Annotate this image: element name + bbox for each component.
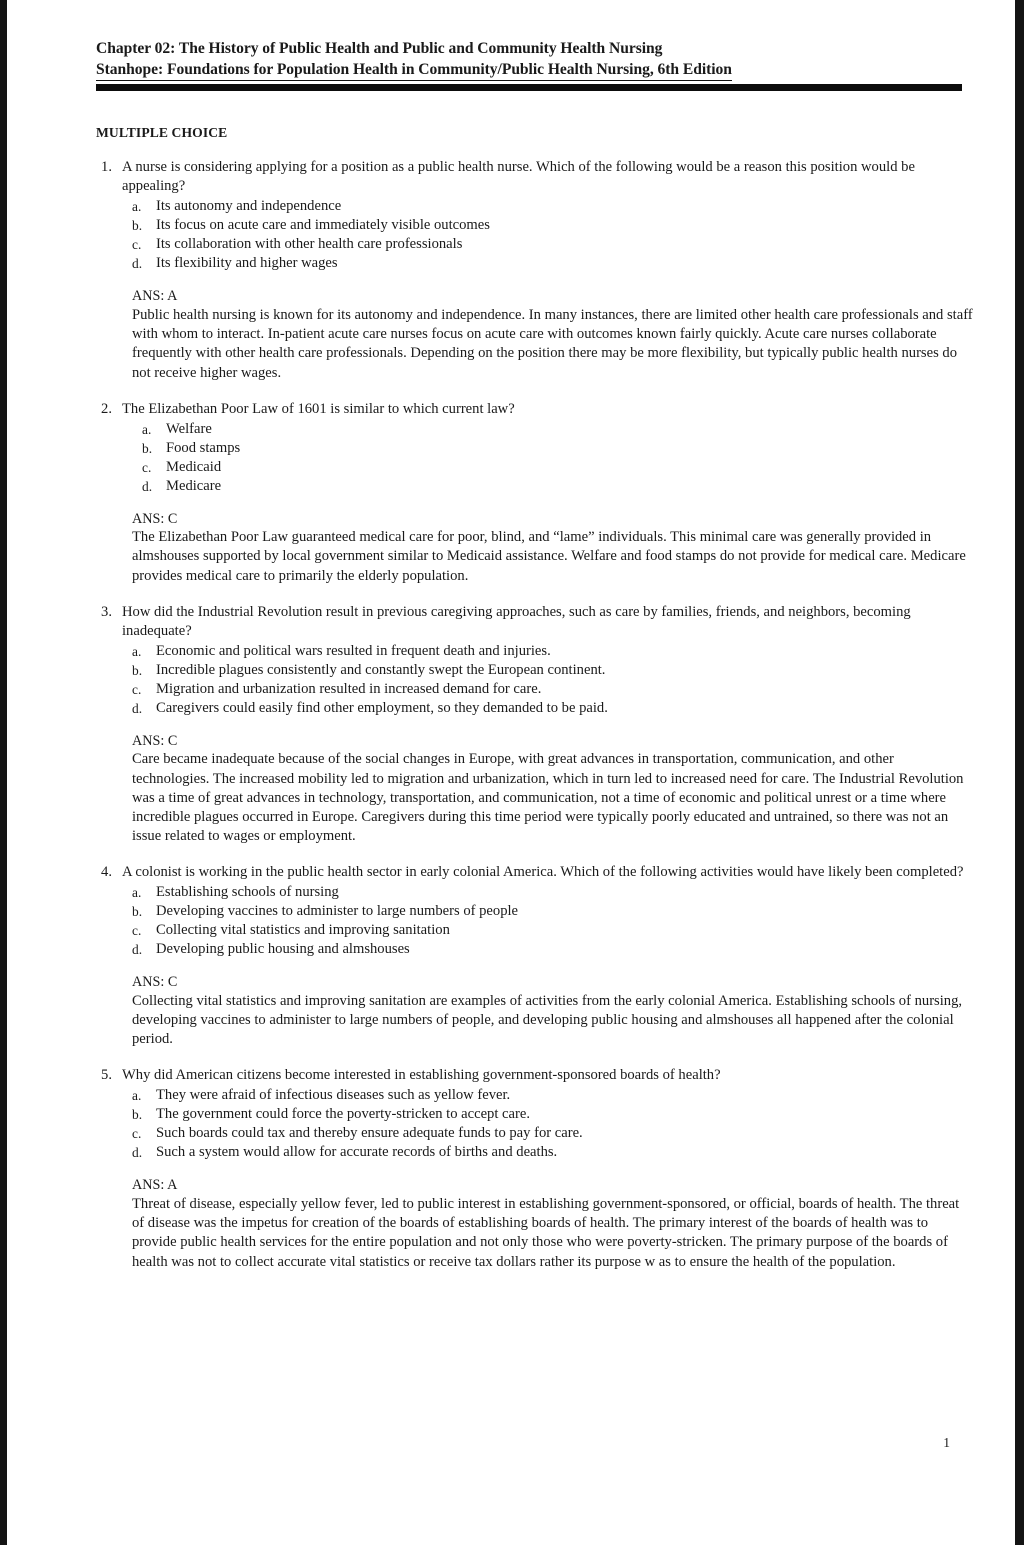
question-number: 2. <box>101 400 112 417</box>
option-letter: c. <box>132 1126 142 1142</box>
option-text: Incredible plagues consistently and constantly swept the European continent. <box>156 661 606 678</box>
question-text: The Elizabethan Poor Law of 1601 is similar to which current law? <box>122 400 515 417</box>
answer-block <box>96 973 974 1049</box>
option-text: They were afraid of infectious diseases such as yellow fever. <box>156 1087 511 1104</box>
option-text: Establishing schools of nursing <box>156 884 339 901</box>
option-item[interactable] <box>132 254 974 273</box>
option-letter: c. <box>132 923 142 939</box>
option-list <box>96 642 974 718</box>
question-stem-row <box>96 863 974 882</box>
option-item[interactable] <box>142 420 974 439</box>
option-letter: b. <box>142 440 153 456</box>
answer-rationale: Threat of disease, especially yellow fever, led to public interest in establishing government-sponsored, or official, boards of health. The threat of disease was the impetus for creation of the boards of establishing boards of health. The primary interest of the boards of health was to provide public health services for the entire population and not only those who were poverty-stricken. The primary purpose of the boards of health was not to collect accurate vital statistics or receive tax dollars rather its purpose w as to ensure the health of the population. <box>132 1196 960 1270</box>
answer-rationale: Public health nursing is known for its autonomy and independence. In many instances, there are limited other health care professionals and staff with whom to interact. In-patient acute care nurses focus on acute care with outcomes known fairly quickly. Acute care nurses collaborate frequently with other health care professionals. Depending on the position there may be more flexibility, but typically public health nurses do not receive higher wages. <box>132 306 973 381</box>
option-item[interactable] <box>132 883 974 902</box>
scan-edge-right <box>1015 0 1024 1545</box>
question-item <box>96 158 974 382</box>
option-item[interactable] <box>132 921 974 940</box>
option-item[interactable] <box>142 458 974 477</box>
answer-block <box>96 1176 974 1271</box>
question-text: Why did American citizens become interested in establishing government-sponsored boards of health? <box>122 1067 721 1084</box>
option-text: Its focus on acute care and immediately visible outcomes <box>156 217 490 234</box>
header-chapter-title: Chapter 02: The History of Public Health and Public and Community Health Nursing <box>96 40 663 57</box>
option-list <box>96 1086 974 1162</box>
answer-rationale: Collecting vital statistics and improving sanitation are examples of activities from the early colonial America. Establishing schools of nursing, developing vaccines to administer to large numbers of people, and developing public housing and almshouses all happened after the colonial period. <box>132 992 963 1048</box>
question-stem-row <box>96 603 974 641</box>
option-letter: b. <box>132 904 143 920</box>
question-number: 5. <box>101 1067 112 1084</box>
answer-label: ANS: C <box>132 510 178 527</box>
answer-rationale: Care became inadequate because of the social changes in Europe, with great advances in transportation, communication, and other technologies. The increased mobility led to migration and urbanization, which in turn led to increased need for care. The Industrial Revolution was a time of great advances in technology, transportation, and communication, not a time of economic and political unrest or a time where incredible plagues occurred in Europe. Caregivers during this time period were typically poorly educated and untrained, so there was not an issue related to wages or employment. <box>132 751 964 845</box>
question-item <box>96 1066 974 1271</box>
question-number: 1. <box>101 159 112 176</box>
option-letter: d. <box>132 1145 143 1161</box>
option-text: Its autonomy and independence <box>156 198 342 215</box>
option-item[interactable] <box>132 680 974 699</box>
option-letter: b. <box>132 662 143 678</box>
question-list <box>96 158 974 1271</box>
option-list <box>96 420 974 496</box>
option-letter: d. <box>132 700 143 716</box>
option-text: Such a system would allow for accurate records of births and deaths. <box>156 1144 558 1161</box>
option-item[interactable] <box>132 216 974 235</box>
option-text: Collecting vital statistics and improving sanitation <box>156 922 450 939</box>
document-header <box>96 38 974 81</box>
option-item[interactable] <box>132 661 974 680</box>
question-text: A nurse is considering applying for a position as a public health nurse. Which of the following would be a reason this position would be appealing? <box>122 159 915 195</box>
answer-label: ANS: A <box>132 288 178 305</box>
page-sheet <box>10 0 1012 1545</box>
section-title: MULTIPLE CHOICE <box>96 125 228 141</box>
question-stem-row <box>96 1066 974 1085</box>
option-letter: c. <box>142 459 152 475</box>
option-item[interactable] <box>132 197 974 216</box>
option-item[interactable] <box>132 1086 974 1105</box>
option-text: Welfare <box>166 420 212 437</box>
answer-label: ANS: C <box>132 974 178 991</box>
option-letter: d. <box>142 478 153 494</box>
option-letter: a. <box>142 421 152 437</box>
option-text: Migration and urbanization resulted in increased demand for care. <box>156 680 542 697</box>
option-letter: a. <box>132 199 142 215</box>
page-content <box>96 38 974 1289</box>
option-text: Such boards could tax and thereby ensure adequate funds to pay for care. <box>156 1125 583 1142</box>
option-item[interactable] <box>132 940 974 959</box>
question-stem-row <box>96 400 974 419</box>
answer-label: ANS: C <box>132 732 178 749</box>
option-letter: c. <box>132 237 142 253</box>
answer-block <box>96 287 974 382</box>
option-text: Food stamps <box>166 439 241 456</box>
question-text: How did the Industrial Revolution result in previous caregiving approaches, such as care by families, friends, and neighbors, becoming inadequate? <box>122 603 911 639</box>
option-list <box>96 197 974 273</box>
option-item[interactable] <box>132 902 974 921</box>
option-text: The government could force the poverty-stricken to accept care. <box>156 1106 530 1123</box>
option-letter: c. <box>132 681 142 697</box>
question-item <box>96 400 974 586</box>
option-text: Its collaboration with other health care professionals <box>156 236 463 253</box>
option-text: Developing public housing and almshouses <box>156 941 410 958</box>
option-text: Medicaid <box>166 458 222 475</box>
question-number: 4. <box>101 864 112 881</box>
option-letter: b. <box>132 1107 143 1123</box>
answer-block <box>96 510 974 586</box>
question-number: 3. <box>101 603 112 620</box>
header-book-title: Stanhope: Foundations for Population Health in Community/Public Health Nursing, 6th Edition <box>96 59 732 81</box>
page-number: 1 <box>943 1435 950 1450</box>
option-item[interactable] <box>132 642 974 661</box>
option-item[interactable] <box>142 477 974 496</box>
question-text: A colonist is working in the public health sector in early colonial America. Which of the following activities would have likely been completed? <box>122 864 964 881</box>
question-stem-row <box>96 158 974 196</box>
question-item <box>96 603 974 846</box>
option-item[interactable] <box>132 235 974 254</box>
option-text: Developing vaccines to administer to large numbers of people <box>156 903 519 920</box>
option-item[interactable] <box>132 1105 974 1124</box>
option-text: Medicare <box>166 477 222 494</box>
option-letter: b. <box>132 218 143 234</box>
option-item[interactable] <box>142 439 974 458</box>
scan-edge-left <box>0 0 7 1545</box>
answer-label: ANS: A <box>132 1177 178 1194</box>
option-text: Economic and political wars resulted in frequent death and injuries. <box>156 642 551 659</box>
option-item[interactable] <box>132 699 974 718</box>
option-item[interactable] <box>132 1143 974 1162</box>
option-letter: d. <box>132 942 143 958</box>
question-item <box>96 863 974 1049</box>
option-letter: d. <box>132 256 143 272</box>
scan-edge-inner-right <box>1012 0 1015 1545</box>
header-divider-rule <box>96 84 962 91</box>
option-list <box>96 883 974 959</box>
option-letter: a. <box>132 885 142 901</box>
option-letter: a. <box>132 1088 142 1104</box>
option-text: Its flexibility and higher wages <box>156 255 338 272</box>
option-letter: a. <box>132 643 142 659</box>
answer-block <box>96 732 974 847</box>
option-text: Caregivers could easily find other employment, so they demanded to be paid. <box>156 699 608 716</box>
option-item[interactable] <box>132 1124 974 1143</box>
answer-rationale: The Elizabethan Poor Law guaranteed medical care for poor, blind, and “lame” individuals. This minimal care was generally provided in almshouses supported by local government similar to Medicaid assistance. Welfare and food stamps do not provide for medical care. Medicare provides medical care to primarily the elderly population. <box>132 529 966 584</box>
